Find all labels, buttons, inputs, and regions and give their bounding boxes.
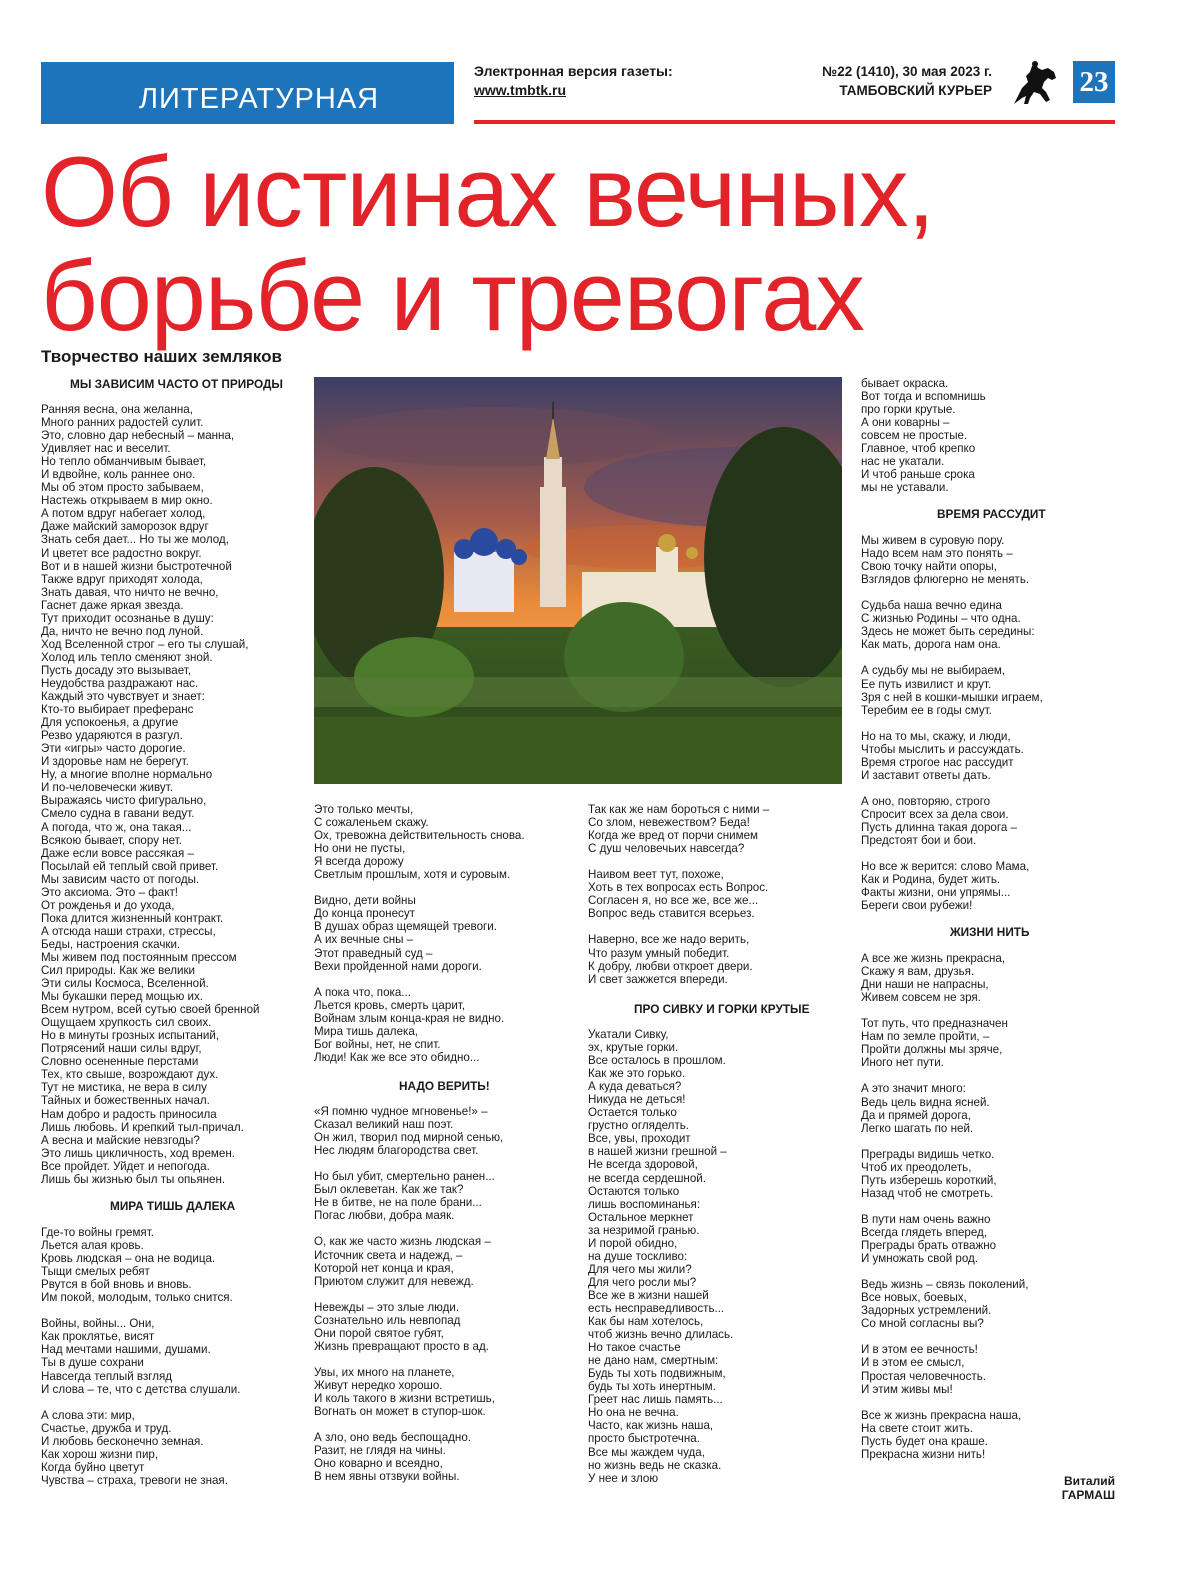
poem-text-2-continued: Это только мечты, С сожаленьем скажу. Ох, тревожна действительность снова. Но они не пусты, Я всегда дорожу Светлым прошлым, хотя и суровым. Видно, дети войны До конца пронесут В душах образ щемящей тревоги. А их вечные сны – Этот праведный суд – Вехи пройденной нами дороги. А пока что, пока... Льется кровь, смерть царит, Войнам злым конца-края не видно. Мира тишь далека, Бог войны, нет, не спит. Люди! Как же все это обидно... [314, 803, 525, 1064]
poem-title-1: МЫ ЗАВИСИМ ЧАСТО ОТ ПРИРОДЫ [70, 377, 283, 391]
headline-line-2: борьбе и тревогах [41, 240, 864, 351]
poem-title-2: МИРА ТИШЬ ДАЛЕКА [110, 1199, 236, 1213]
poem-title-5: ВРЕМЯ РАССУДИТ [937, 507, 1046, 521]
poem-text-4-continued: бывает окраска. Вот тогда и вспомнишь про горки крутые. А они коварны – совсем не простые. Главное, чтоб крепко нас не укатали. И чтоб раньше срока мы не уставали. [861, 377, 986, 495]
headline-line-1: Об истинах вечных, [41, 136, 935, 247]
author-signature: Виталий ГАРМАШ [1061, 1474, 1115, 1502]
poem-text-1: Ранняя весна, она желанна, Много ранних радостей сулит. Это, словно дар небесный – манна, Удивляет нас и веселит. Но тепло обманчивым бывает, И вдвойне, коль раннее оно. Мы об этом просто забываем, Настежь открываем в мир окно. А потом вдруг набегает холод, Даже майский заморозок вдруг Знать себя дает... Но ты же молод, И цветет все радостно вокруг. Вот и в нашей жизни быстротечной Также вдруг приходят холода, Знать давая, что ничто не вечно, Гаснет даже яркая звезда. Тут приходит осознанье в душу: Да, ничто не вечно под луной. Ход Вселенной строг – его ты слушай, Холод иль тепло сменяют зной. Пусть досаду это вызывает, Неудобства раздражают нас. Каждый это чувствует и знает: Кто-то выбирает преферанс Для успокоенья, а другие Резво ударяются в разгул. Эти «игры» часто дорогие. И здоровье нам не берегут. Ну, а многие вполне нормально И по-человечески живут. Выражаясь чисто фигурально, Смело судна в гавани ведут. А погода, что ж, она такая... Всякою бывает, спору нет. Даже если вовсе рассякая – Посылай ей теплый свой привет. Мы зависим часто от погоды. Это аксиома. Это – факт! От рожденья и до ухода, Пока длится жизненный контракт. А отсюда наши страхи, стрессы, Беды, настроения скачки. Мы живем под постоянным прессом Сил природы. Как же велики Эти силы Космоса, Вселенной. Мы букашки перед мощью их. Всем нутром, всей сутью своей бренной Ощущаем хрупкость сил своих. Но в минуты грозных испытаний, Потрясений наши силы вдруг, Словно осененные перстами Тех, кто свыше, возрождают дух. Тут не мистика, не вера в силу Тайных и божественных начал. Нам добро и радость приносила Лишь любовь. И крепкий тыл-причал. А весна и майские невзгоды? Это лишь цикличность, ход времен. Все пройдет. Уйдет и непогода. Лишь бы жизнью был ты опьянен. [41, 403, 260, 1186]
poem-text-2: Где-то войны гремят. Льется алая кровь. Кровь людская – она не водица. Тыщи смелых ребят Рвутся в бой вновь и вновь. Им покой, молодым, только снится. Войны, войны... Они, Как проклятье, висят Над мечтами нашими, душами. Ты в душе сохрани Навсегда теплый взгляд И слова – те, что с детства слушали. А слова эти: мир, Счастье, дружба и труд. И любовь бесконечно земная. Как хорош жизни пир, Когда буйно цветут Чувства – страха, тревоги не зная. [41, 1226, 241, 1487]
rubric-label: ЛИТЕРАТУРНАЯ [139, 83, 380, 115]
poem-title-6: ЖИЗНИ НИТЬ [950, 925, 1030, 939]
poem-title-3: НАДО ВЕРИТЬ! [399, 1079, 490, 1093]
poem-text-6: А все же жизнь прекрасна, Скажу я вам, друзья. Дни наши не напрасны, Живем совсем не зря. Тот путь, что предназначен Нам по земле пройти, – Пройти должны мы зряче, Иного нет пути. А это значит много: Ведь цель видна ясней. Да и прямей дорога, Легко шагать по ней. Преграды видишь четко. Чтоб их преодолеть, Путь изберешь короткий, Назад чтоб не смотреть. В пути нам очень важно Всегда глядеть вперед, Преграды брать отважно И умножать свой род. Ведь жизнь – связь поколений, Все новых, боевых, Задорных устремлений. Со мной согласны вы? И в этом ее вечность! И в этом ее смысл, Простая человечность. И этим живы мы! Все ж жизнь прекрасна наша, На свете стоит жить. Пусть будет она краше. Прекрасна жизни нить! [861, 952, 1029, 1461]
eversion-link[interactable]: www.tmbtk.ru [474, 82, 567, 98]
poem-text-3-continued: Так как же нам бороться с ними – Со злом, невежеством? Беда! Когда же вред от порчи снимем С душ человечьих навсегда? Наивом веет тут, похоже, Хоть в тех вопросах есть Вопрос. Согласен я, но все же, все же... Вопрос ведь ставится всерьез. Наверно, все же надо верить, Что разум умный победит. К добру, любви откроет двери. И свет зажжется впереди. [588, 803, 770, 986]
church-sunset-photo [314, 377, 842, 784]
electronic-version [474, 62, 673, 100]
subheading: Творчество наших земляков [41, 347, 282, 366]
horse-rider-icon [1008, 58, 1060, 108]
rubric-banner [41, 62, 454, 124]
issue-info [760, 62, 992, 100]
paper-name: ТАМБОВСКИЙ КУРЬЕР [839, 83, 992, 98]
header-rule [474, 120, 1115, 124]
headline [41, 136, 1141, 351]
poem-text-4: Укатали Сивку, эх, крутые горки. Все осталось в прошлом. Как же это горько. А куда деваться? Никуда не деться! Остается только грустно огляделть. Все, увы, проходит в нашей жизни грешной – Не всегда здоровой, не всегда сердешной. Остаются только лишь воспоминанья: Остальное меркнет за незримой гранью. И порой обидно, на душе тоскливо: Для чего мы жили? Для чего росли мы? Все же в жизни нашей есть несправедливость... Как бы нам хотелось, чтоб жизнь вечно длилась. Но такое счастье не дано нам, смертным: Будь ты хоть подвижным, будь ты хоть инертным. Греет нас лишь память... Но она не вечна. Часто, как жизнь наша, просто быстротечна. Все мы жаждем чуда, но жизнь ведь не сказка. У нее и злою [588, 1028, 734, 1485]
poem-text-3: «Я помню чудное мгновенье!» – Сказал великий наш поэт. Он жил, творил под мирной сенью, Нес людям благородства свет. Но был убит, смертельно ранен... Был оклеветан. Как же так? Не в битве, не на поле брани... Погас любви, добра маяк. О, как же часто жизнь людская – Источник света и надежд, – Которой нет конца и края, Приютом служит для невежд. Невежды – это злые люди. Сознательно иль невпопад Они порой святое губят, Жизнь превращают просто в ад. Увы, их много на планете, Живут нередко хорошо. И коль такого в жизни встретишь, Вогнать он может в ступор-шок. А зло, оно ведь беспощадно. Разит, не глядя на чины. Оно коварно и всеядно, В нем явны отзвуки войны. [314, 1105, 504, 1484]
issue-number: №22 (1410), 30 мая 2023 г. [822, 64, 992, 79]
eversion-label: Электронная версия газеты: [474, 63, 673, 79]
poem-text-5: Мы живем в суровую пору. Надо всем нам это понять – Свою точку найти опоры, Взглядов флюгерно не менять. Судьба наша вечно едина С жизнью Родины – что одна. Здесь не может быть середины: Как мать, дорога нам она. А судьбу мы не выбираем, Ее путь извилист и крут. Зря с ней в кошки-мышки играем, Теребим ее в годы смут. Но на то мы, скажу, и люди, Чтобы мыслить и рассуждать. Время строгое нас рассудит И заставит ответы дать. А оно, повторяю, строго Спросит всех за дела свои. Пусть длинна такая дорога – Предстоят бои и бои. Но все ж верится: слово Мама, Как и Родина, будет жить. Факты жизни, они упрямы... Береги свои рубежи! [861, 534, 1043, 913]
page-number: 23 [1073, 61, 1115, 103]
poem-title-4: ПРО СИВКУ И ГОРКИ КРУТЫЕ [634, 1002, 810, 1016]
